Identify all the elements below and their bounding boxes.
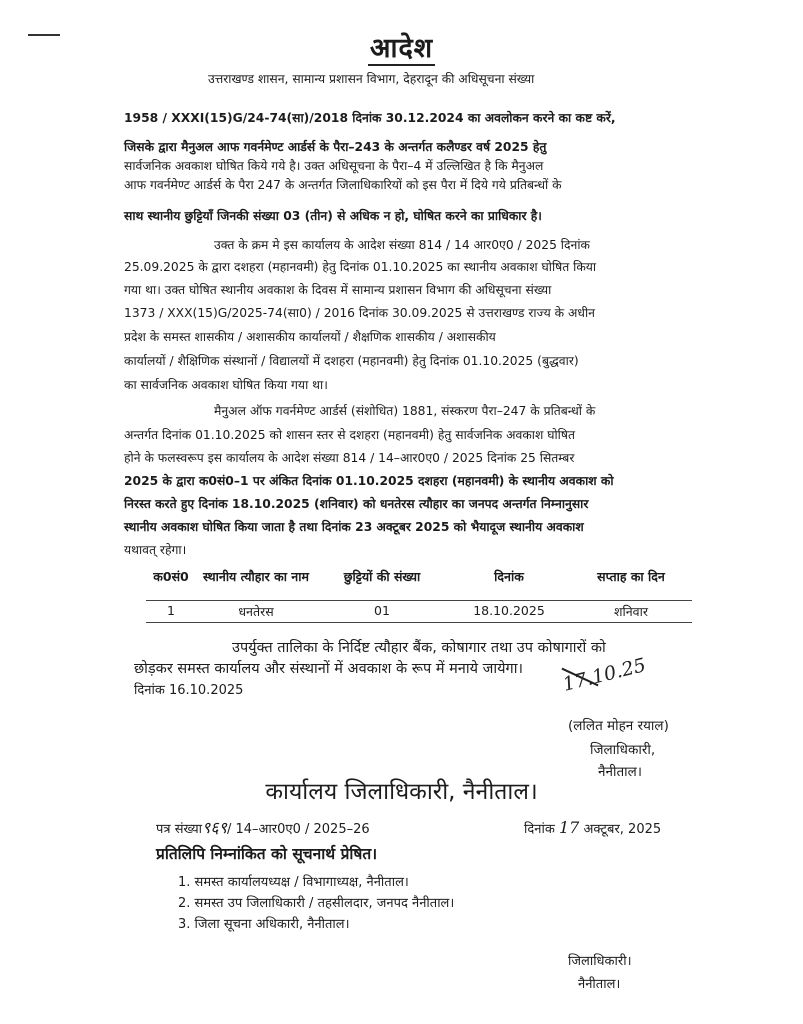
para3-line-7: यथावत् रहेगा। — [124, 543, 187, 557]
para1-line-3: जिसके द्वारा मैनुअल आफ गवर्नमेण्ट आर्डर्स के पैरा–243 के अन्तर्गत कलैण्डर वर्ष 2025 हेतु — [124, 140, 547, 154]
col-serial: क0सं0 — [146, 566, 196, 601]
para1-line-6: साथ स्थानीय छुट्टियाँ जिनकी संख्या 03 (तीन) से अधिक न हो, घोषित करने का प्राधिकार है। — [124, 209, 542, 223]
para1-line-2: 1958 / XXXI(15)G/24-74(सा)/2018 दिनांक 30.12.2024 का अवलोकन करने का कष्ट करें, — [124, 111, 616, 125]
para3-line-1: मैनुअल ऑफ गवर्नमेण्ट आर्डर्स (संशोधित) 1881, संस्करण पैरा–247 के प्रतिबन्धों के — [214, 404, 596, 418]
copy-heading: प्रतिलिपि निम्नांकित को सूचनार्थ प्रेषित। — [156, 845, 378, 863]
para1-line-5: आफ गवर्नमेण्ट आर्डर्स के पैरा 247 के अन्तर्गत जिलाधिकारियों को इस पैरा में दिये गये प्रतिबन्धों के — [124, 178, 562, 192]
para1-line-4: सार्वजनिक अवकाश घोषित किये गये है। उक्त अधिसूचना के पैरा–4 में उल्लिखित है कि मैनुअल — [124, 159, 544, 173]
para2-line-4: 1373 / XXX(15)G/2025-74(सा0) / 2016 दिनांक 30.09.2025 से उत्तराखण्ड राज्य के अधीन — [124, 306, 595, 320]
para2-line-6: कार्यालयों / शैक्षिणिक संस्थानों / विद्यालयों में दशहरा (महानवमी) हेतु दिनांक 01.10.2025 (बुद्धवार) — [124, 354, 579, 368]
col-festival-name: स्थानीय त्यौहार का नाम — [196, 566, 316, 601]
cell-serial: 1 — [146, 601, 196, 623]
table-row — [146, 601, 692, 623]
copy-item-1: 1. समस्त कार्यालयध्यक्ष / विभागाध्यक्ष, नैनीताल। — [178, 875, 409, 890]
holiday-table — [146, 566, 692, 623]
office-heading: कार्यालय जिलाधिकारी, नैनीताल। — [265, 779, 538, 805]
cell-weekday: शनिवार — [570, 601, 692, 623]
para2-line-1: उक्त के क्रम मे इस कार्यालय के आदेश संख्या 814 / 14 आर0ए0 / 2025 दिनांक — [214, 238, 590, 252]
letter-number-handwritten: ९६९ — [202, 818, 227, 837]
letter-number-line — [156, 816, 370, 838]
note-line-2: छोड़कर समस्त कार्यालय और संस्थानों में अवकाश के रूप में मनाये जायेगा। — [134, 661, 523, 677]
handwritten-date: 17.10.25 — [560, 654, 649, 696]
document-title: आदेश — [369, 33, 434, 64]
letter-date-suffix: अक्टूबर, 2025 — [583, 822, 662, 837]
letter-date-prefix: दिनांक — [524, 822, 555, 837]
signatory-designation: जिलाधिकारी, — [590, 742, 656, 758]
order-date: दिनांक 16.10.2025 — [134, 683, 244, 698]
para2-line-7: का सार्वजनिक अवकाश घोषित किया गया था। — [124, 378, 328, 392]
cell-count: 01 — [316, 601, 448, 623]
footer-designation: जिलाधिकारी। — [568, 954, 632, 969]
footer-place: नैनीताल। — [578, 977, 621, 992]
letter-suffix: / 14–आर0ए0 / 2025–26 — [226, 822, 370, 837]
cell-festival: धनतेरस — [196, 601, 316, 623]
cell-date: 18.10.2025 — [448, 601, 570, 623]
col-holiday-count: छुट्टियों की संख्या — [316, 566, 448, 601]
col-weekday: सप्ताह का दिन — [570, 566, 692, 601]
letter-date-line — [524, 818, 661, 837]
para2-line-3: गया था। उक्त घोषित स्थानीय अवकाश के दिवस में सामान्य प्रशासन विभाग की अधिसूचना संख्या — [124, 283, 552, 297]
para3-line-4: 2025 के द्वारा क0सं0–1 पर अंकित दिनांक 01.10.2025 दशहरा (महानवमी) के स्थानीय अवकाश को — [124, 474, 614, 488]
signatory-place: नैनीताल। — [598, 764, 642, 780]
signatory-name: (ललित मोहन रयाल) — [568, 718, 669, 734]
copy-item-2: 2. समस्त उप जिलाधिकारी / तहसीलदार, जनपद नैनीताल। — [178, 896, 455, 911]
col-date: दिनांक — [448, 566, 570, 601]
para1-line-1: उत्तराखण्ड शासन, सामान्य प्रशासन विभाग, देहरादून की अधिसूचना संख्या — [208, 72, 535, 86]
copy-item-3: 3. जिला सूचना अधिकारी, नैनीताल। — [178, 917, 350, 932]
para3-line-5: निरस्त करते हुए दिनांक 18.10.2025 (शनिवार) को धनतेरस त्यौहार का जनपद अन्तर्गत निम्नानुसार — [124, 497, 589, 511]
para2-line-2: 25.09.2025 के द्वारा दशहरा (महानवमी) हेतु दिनांक 01.10.2025 का स्थानीय अवकाश घोषित किया — [124, 260, 597, 274]
table-header-row — [146, 566, 692, 601]
para3-line-3: होने के फलस्वरूप इस कार्यालय के आदेश संख्या 814 / 14–आर0ए0 / 2025 दिनांक 25 सितम्बर — [124, 451, 575, 465]
letter-prefix: पत्र संख्या — [156, 822, 202, 837]
note-line-1: उपर्युक्त तालिका के निर्दिष्ट त्यौहार बैंक, कोषागार तथा उप कोषागारों को — [232, 640, 606, 656]
letter-date-handwritten: 17 — [558, 818, 580, 837]
para2-line-5: प्रदेश के समस्त शासकीय / अशासकीय कार्यालयों / शैक्षणिक शासकीय / अशासकीय — [124, 330, 496, 344]
para3-line-6: स्थानीय अवकाश घोषित किया जाता है तथा दिनांक 23 अक्टूबर 2025 को भैयादूज स्थानीय अवकाश — [124, 520, 584, 534]
para3-line-2: अन्तर्गत दिनांक 01.10.2025 को शासन स्तर से दशहरा (महानवमी) हेतु सार्वजनिक अवकाश घोषित — [124, 428, 575, 442]
